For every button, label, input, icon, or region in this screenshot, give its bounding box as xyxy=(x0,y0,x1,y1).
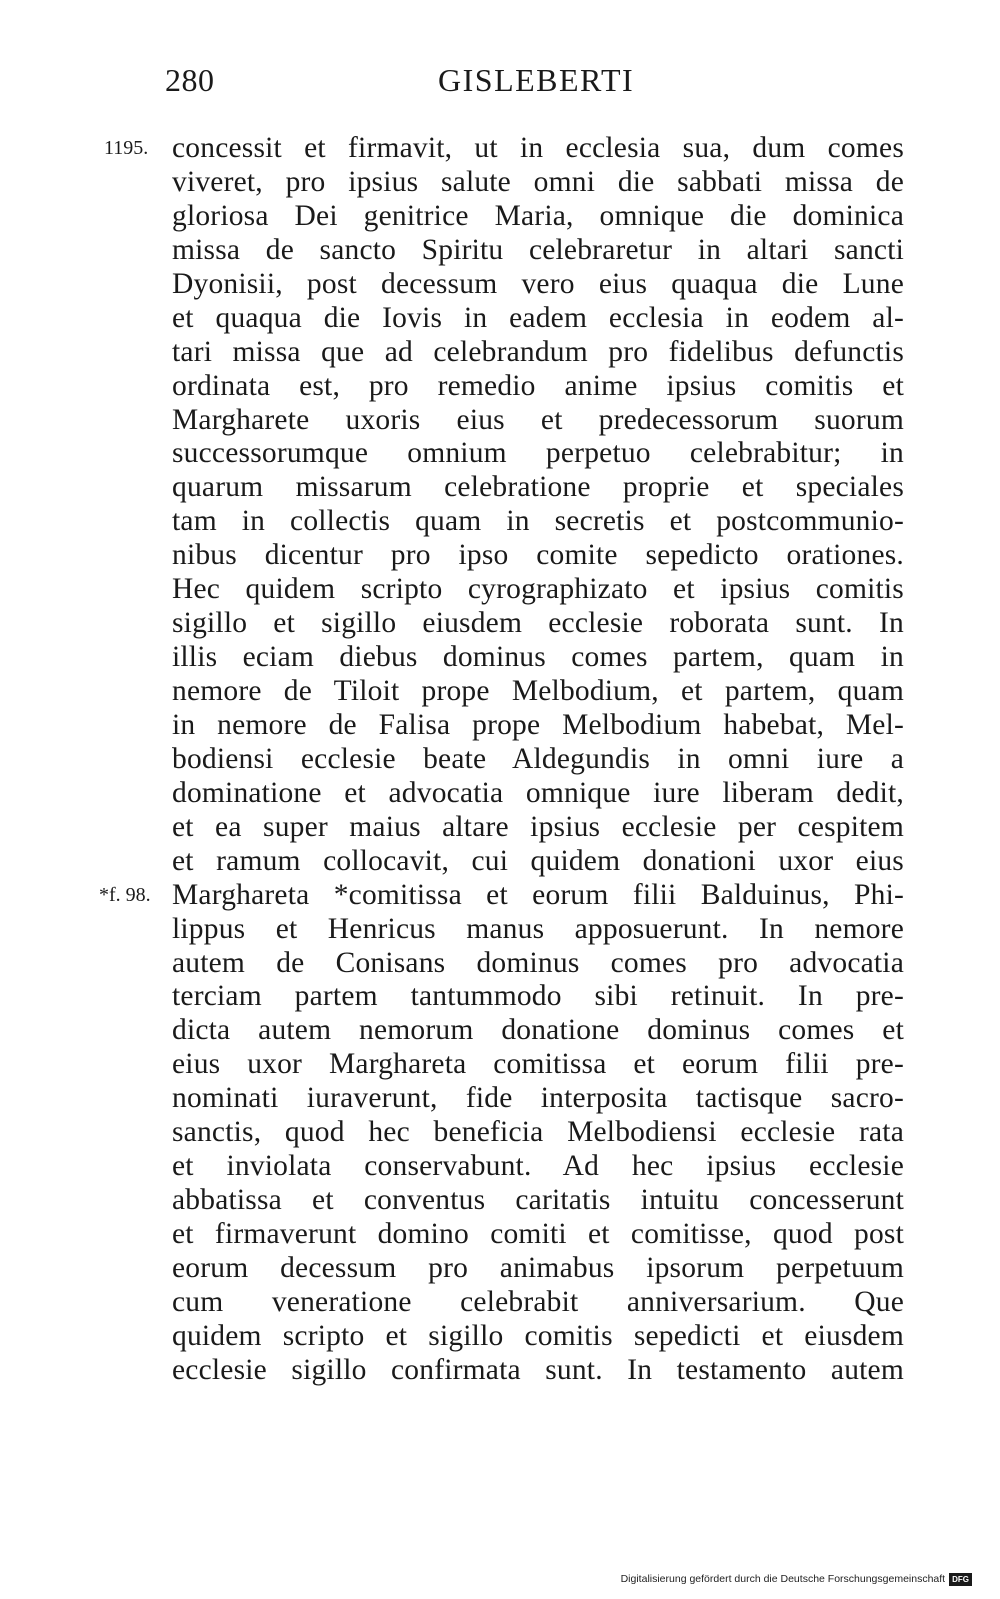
text-line xyxy=(172,1320,904,1354)
text-line xyxy=(172,607,904,641)
line-text: abbatissa et conventus caritatis intuitu concesserunt xyxy=(172,1184,904,1217)
text-line xyxy=(172,675,904,709)
line-text: cum veneratione celebrabit anniversarium. Que xyxy=(172,1285,904,1318)
line-text: nibus dicentur pro ipso comite sepedicto orationes. xyxy=(172,539,904,572)
line-text: sanctis, quod hec beneficia Melbodiensi ecclesie rata xyxy=(172,1116,904,1149)
line-text: eius uxor Marghareta comitissa et eorum filii pre- xyxy=(172,1048,904,1081)
line-text: in nemore de Falisa prope Melbodium habebat, Mel- xyxy=(172,708,904,741)
text-line xyxy=(172,1116,904,1150)
text-line xyxy=(172,234,904,268)
page-number: 280 xyxy=(165,62,215,98)
line-text: Dyonisii, post decessum vero eius quaqua die Lune xyxy=(172,267,904,300)
text-line xyxy=(172,370,904,404)
text-line xyxy=(172,947,904,981)
line-text: eorum decessum pro animabus ipsorum perpetuum xyxy=(172,1251,904,1284)
text-line xyxy=(172,471,904,505)
line-text: missa de sancto Spiritu celebraretur in altari sancti xyxy=(172,233,904,266)
text-line xyxy=(172,539,904,573)
line-text: sigillo et sigillo eiusdem ecclesie roborata sunt. In xyxy=(172,607,904,640)
text-line xyxy=(172,743,904,777)
dfg-logo: DFG xyxy=(949,1573,972,1586)
line-text: concessit et firmavit, ut in ecclesia sua, dum comes xyxy=(172,132,904,164)
text-line xyxy=(172,404,904,438)
line-text: et quaqua die Iovis in eadem ecclesia in eodem al- xyxy=(172,301,904,334)
line-text: et firmaverunt domino comiti et comitisse, quod post xyxy=(172,1218,904,1250)
line-text: ordinata est, pro remedio anime ipsius comitis et xyxy=(172,369,904,402)
text-line xyxy=(99,878,904,913)
line-text: Hec quidem scripto cyrographizato et ipsius comitis xyxy=(172,573,904,606)
line-text: Margharete uxoris eius et predecessorum suorum xyxy=(172,403,904,436)
running-title: GISLEBERTI xyxy=(438,62,635,98)
line-text: successorumque omnium perpetuo celebrabitur; in xyxy=(172,437,904,470)
text-line xyxy=(104,132,904,166)
line-text: gloriosa Dei genitrice Maria, omnique die dominica xyxy=(172,199,904,232)
text-line xyxy=(172,268,904,302)
line-text: bodiensi ecclesie beate Aldegundis in omni iure a xyxy=(172,742,904,775)
margin-year: 1195. xyxy=(104,137,149,159)
line-text: dicta autem nemorum donatione dominus comes et xyxy=(172,1014,904,1047)
body-text xyxy=(99,132,904,1388)
line-text: autem de Conisans dominus comes pro advocatia xyxy=(172,946,904,979)
line-text: ecclesie sigillo confirmata sunt. In testamento autem xyxy=(172,1353,904,1386)
text-line xyxy=(172,1252,904,1286)
text-line xyxy=(172,1184,904,1218)
text-line xyxy=(172,1048,904,1082)
line-text: et ramum collocavit, cui quidem donationi uxor eius xyxy=(172,844,904,877)
text-line xyxy=(172,1014,904,1048)
text-line xyxy=(172,1150,904,1184)
text-line xyxy=(172,302,904,336)
text-line xyxy=(172,980,904,1014)
text-line xyxy=(172,1286,904,1320)
text-line xyxy=(172,336,904,370)
text-line xyxy=(172,913,904,947)
text-line xyxy=(172,811,904,845)
text-line xyxy=(172,437,904,471)
line-text: quidem scripto et sigillo comitis sepedicti et eiusdem xyxy=(172,1319,904,1352)
line-text: nemore de Tiloit prope Melbodium, et partem, quam xyxy=(172,675,904,707)
line-text: Marghareta *comitissa et eorum filii Balduinus, Phi- xyxy=(172,878,904,911)
text-line xyxy=(172,1354,904,1388)
line-text: viveret, pro ipsius salute omni die sabbati missa de xyxy=(172,165,904,198)
text-line xyxy=(172,573,904,607)
line-text: nominati iuraverunt, fide interposita tactisque sacro- xyxy=(172,1082,904,1115)
text-line xyxy=(172,505,904,539)
line-text: terciam partem tantummodo sibi retinuit. In pre- xyxy=(172,980,904,1013)
page-header xyxy=(0,62,1000,112)
line-text: tam in collectis quam in secretis et postcommunio- xyxy=(172,505,904,538)
line-text: et ea super maius altare ipsius ecclesie per cespitem xyxy=(172,810,904,843)
text-line xyxy=(172,777,904,811)
text-line xyxy=(172,200,904,234)
line-text: tari missa que ad celebrandum pro fidelibus defunctis xyxy=(172,335,904,368)
digitization-footer xyxy=(621,1571,972,1587)
text-line xyxy=(172,166,904,200)
text-line xyxy=(172,1082,904,1116)
funding-credit: Digitalisierung gefördert durch die Deutsche Forschungsgemeinschaft xyxy=(620,1573,946,1585)
line-text: illis eciam diebus dominus comes partem, quam in xyxy=(172,641,904,674)
text-line xyxy=(172,709,904,743)
text-line xyxy=(172,845,904,879)
text-line xyxy=(172,1218,904,1252)
line-text: et inviolata conservabunt. Ad hec ipsius ecclesie xyxy=(172,1150,904,1183)
line-text: quarum missarum celebratione proprie et speciales xyxy=(172,471,904,504)
line-text: dominatione et advocatia omnique iure liberam dedit, xyxy=(172,776,904,809)
margin-folio: *f. 98. xyxy=(99,883,151,906)
text-line xyxy=(172,641,904,675)
line-text: lippus et Henricus manus apposuerunt. In nemore xyxy=(172,912,904,945)
